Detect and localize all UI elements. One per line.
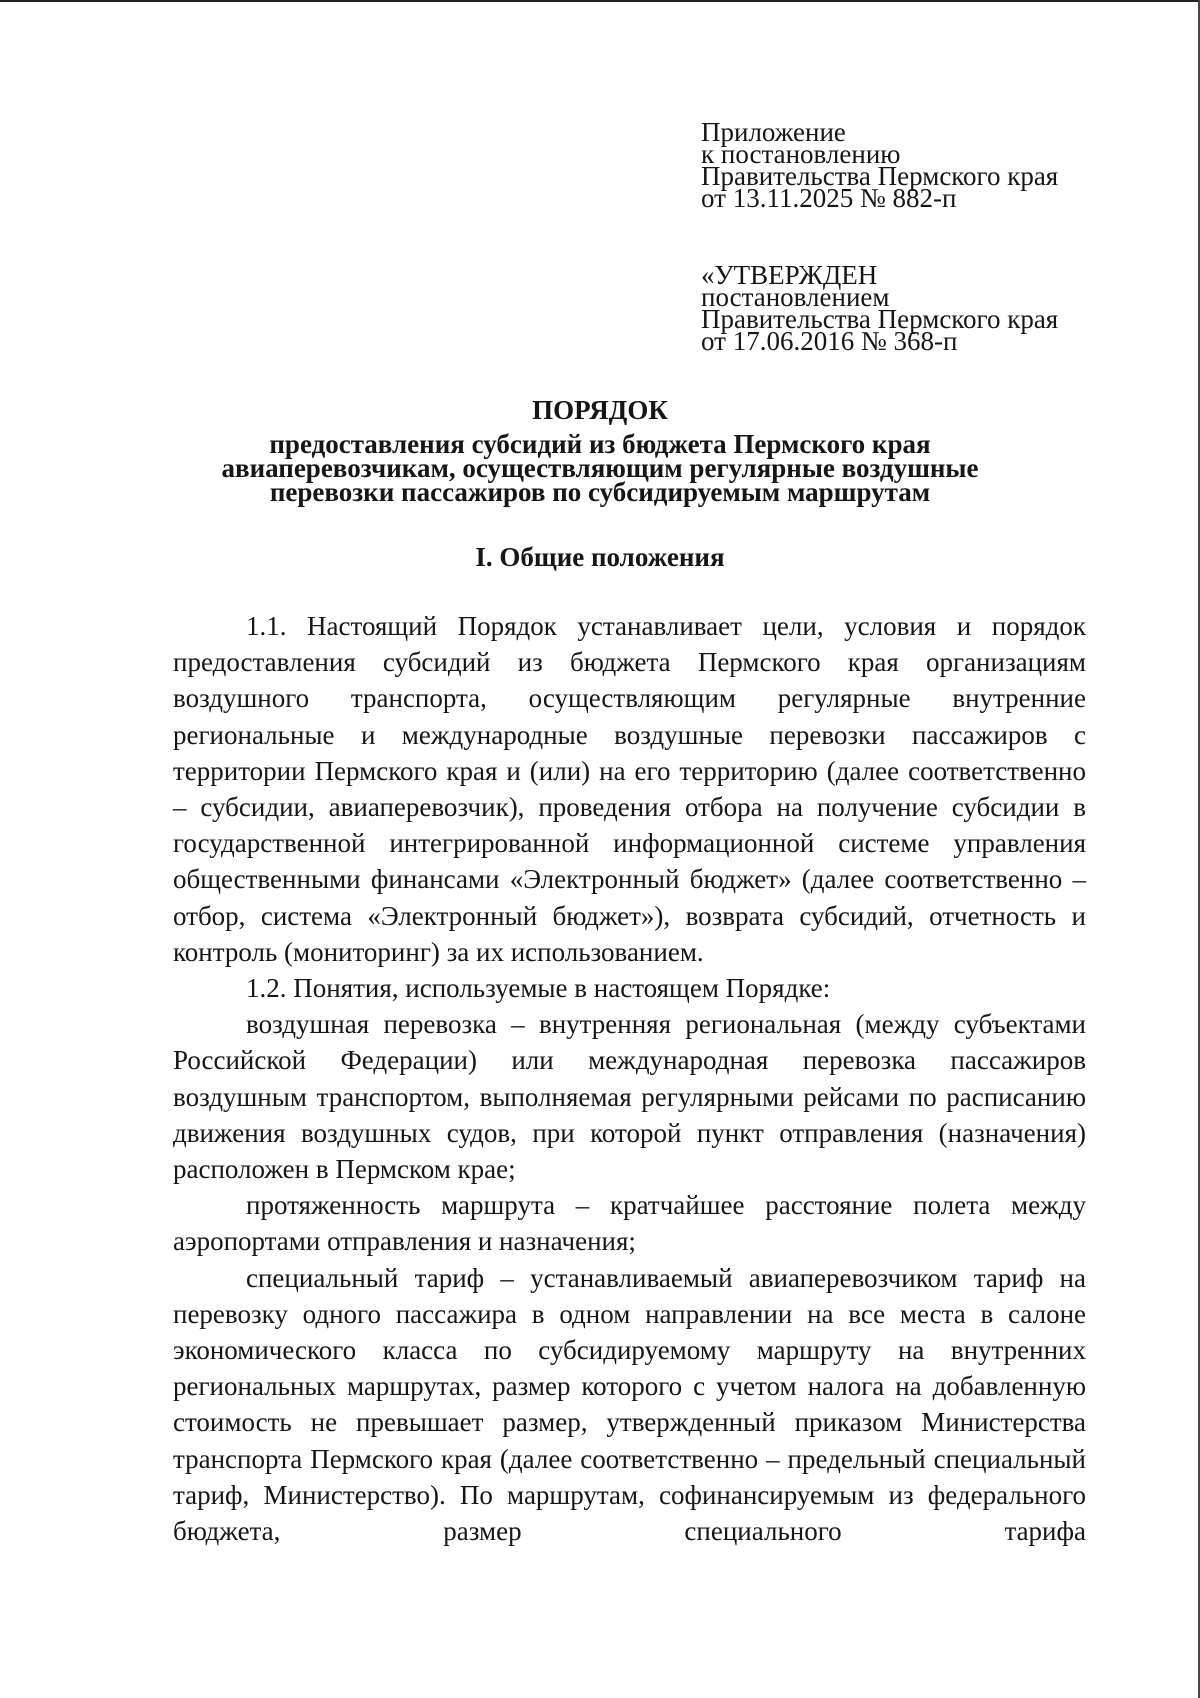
appendix-line: Приложение (701, 117, 846, 147)
definition-route-length: протяженность маршрута – кратчайшее расстояние полета между аэропортами отправления и назначения; (173, 1190, 1086, 1257)
appendix-line: к постановлению (701, 139, 901, 169)
approval-line: «УТВЕРЖДЕН (701, 260, 878, 290)
subtitle-line: предоставления субсидий из бюджета Пермского края (269, 429, 931, 459)
approval-line: от 17.06.2016 № 368-п (701, 326, 958, 356)
approval-line: Правительства Пермского края (701, 304, 1059, 334)
subtitle-line: перевозки пассажиров по субсидируемым маршрутам (269, 477, 931, 507)
approval-header (701, 260, 1121, 356)
subtitle-line: авиаперевозчикам, осуществляющим регулярные воздушные (221, 453, 979, 483)
appendix-header (701, 117, 1121, 213)
document-body (173, 608, 1086, 1549)
appendix-line: от 13.11.2025 № 882-п (701, 183, 957, 213)
appendix-line: Правительства Пермского края (701, 161, 1059, 191)
paragraph-1-2: 1.2. Понятия, используемые в настоящем Порядке: (246, 973, 831, 1004)
section-heading: I. Общие положения (475, 542, 725, 572)
paragraph-1-1: 1.1. Настоящий Порядок устанавливает цели, условия и порядок предоставления субсидий из бюджета Пермского края организациям воздушного транспорта, осуществляющим регулярные внутренние региональные и международные воздушные перевозки пассажиров с территории Пермского края и (или) на его территорию (далее соответственно – субсидии, авиаперевозчик), проведения отбора на получение субсидии в государственной интегрированной информационной системе управления общественными финансами «Электронный бюджет» (далее соответственно – отбор, система «Электронный бюджет»), возврата субсидий, отчетность и контроль (мониторинг) за их использованием. (173, 611, 1086, 967)
document-subtitle (0, 429, 1200, 507)
scan-top-edge (0, 0, 1200, 2)
document-title: ПОРЯДОК (532, 395, 668, 425)
definition-air-transport: воздушная перевозка – внутренняя региональная (между субъектами Российской Федерации) или международная перевозка пассажиров воздушным транспортом, выполняемая регулярными рейсами по расписанию движения воздушных судов, при которой пункт отправления (назначения) расположен в Пермском крае; (173, 1009, 1086, 1185)
definition-special-tariff: специальный тариф – устанавливаемый авиаперевозчиком тариф на перевозку одного пассажира в одном направлении на все места в салоне экономического класса по субсидируемому маршруту на внутренних региональных маршрутах, размер которого с учетом налога на добавленную стоимость не превышает размер, утвержденный приказом Министерства транспорта Пермского края (далее соответственно – предельный специальный тариф, Министерство). По маршрутам, софинансируемым из федерального бюджета, размер специального тарифа (173, 1262, 1086, 1547)
approval-line: постановлением (701, 282, 890, 312)
